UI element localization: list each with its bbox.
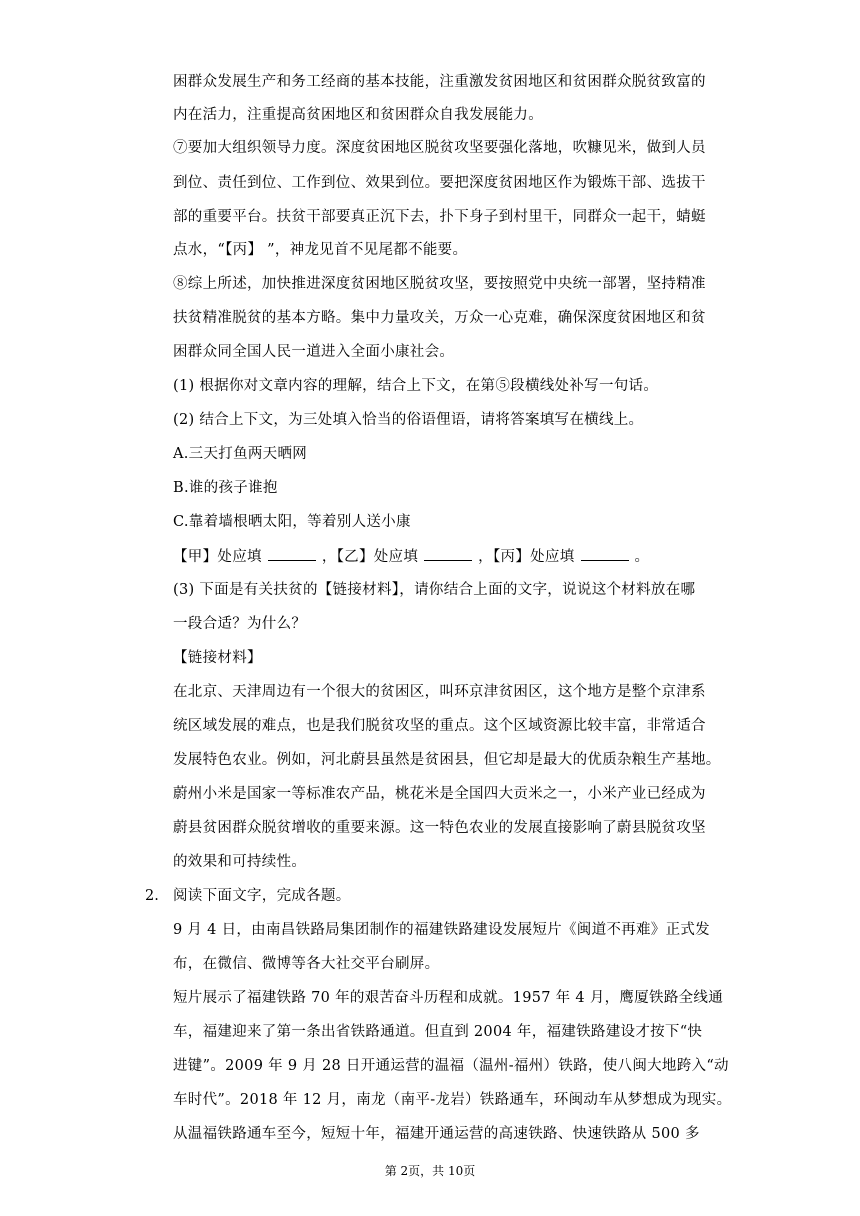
article-line: 车时代”。2018 年 12 月，南龙（南平-龙岩）铁路通车，环闽动车从梦想成为现实。 [173,1092,732,1108]
passage-line: ⑦要加大组织领导力度。深度贫困地区脱贫攻坚要强化落地，吹糠见米，做到人员 [173,140,706,156]
passage-line: 到位、责任到位、工作到位、效果到位。要把深度贫困地区作为锻炼干部、选拔干 [173,175,706,191]
fill-label-bing: ，【丙】处应填 [478,549,575,565]
question-2-prompt: 阅读下面文字，完成各题。 [173,888,351,904]
link-material-line: 统区域发展的难点，也是我们脱贫攻坚的重点。这个区域资源比较丰富，非常适合 [173,718,706,734]
fill-label-yi: ，【乙】处应填 [321,549,419,565]
passage-line: 扶贫精准脱贫的基本方略。集中力量攻关，万众一心克难，确保深度贫困地区和贫 [173,310,706,326]
question-3-line: 一段合适？为什么？ [173,616,307,632]
question-number: 2. [145,888,159,904]
article-line: 从温福铁路通车至今，短短十年，福建开通运营的高速铁路、快速铁路从 500 多 [173,1126,700,1142]
option-c: C.靠着墙根晒太阳，等着别人送小康 [173,514,411,530]
article-line: 车，福建迎来了第一条出省铁路通道。但直到 2004 年，福建铁路建设才按下“快 [173,1024,703,1040]
passage-line: 困群众发展生产和务工经商的基本技能，注重激发贫困地区和贫困群众脱贫致富的 [173,74,706,90]
article-line: 9 月 4 日，由南昌铁路局集团制作的福建铁路建设发展短片《闽道不再难》正式发 [173,922,710,938]
link-material-line: 发展特色农业。例如，河北蔚县虽然是贫困县，但它却是最大的优质杂粮生产基地。 [173,752,721,768]
article-line: 布，在微信、微博等各大社交平台刷屏。 [173,956,440,972]
passage-line: 困群众同全国人民一道进入全面小康社会。 [173,344,455,360]
option-b: B.谁的孩子谁抱 [173,480,278,496]
fill-in-row [173,546,733,567]
question-2: (2) 结合上下文，为三处填入恰当的俗语俚语，请将答案填写在横线上。 [173,412,644,428]
link-material-line: 蔚县贫困群众脱贫增收的重要来源。这一特色农业的发展直接影响了蔚县脱贫攻坚 [173,820,706,836]
link-material-line: 的效果和可持续性。 [173,854,307,870]
article-line: 进键”。2009 年 9 月 28 日开通运营的温福（温州-福州）铁路，使八闽大地跨入“动 [173,1058,729,1074]
fill-label-jia: 【甲】处应填 [173,549,262,565]
passage-line: 点水，“【丙】 ”，神龙见首不见尾都不能要。 [173,242,468,258]
link-material-title: 【链接材料】 [173,650,262,666]
answer-blank-yi[interactable] [424,546,472,561]
passage-line: 内在活力，注重提高贫困地区和贫困群众自我发展能力。 [173,107,543,123]
question-1: (1) 根据你对文章内容的理解，结合上下文，在第⑤段横线处补写一句话。 [173,378,659,394]
answer-blank-bing[interactable] [581,546,629,561]
link-material-line: 蔚州小米是国家一等标准农产品，桃花米是全国四大贡米之一，小米产业已经成为 [173,786,706,802]
link-material-line: 在北京、天津周边有一个很大的贫困区，叫环京津贫困区，这个地方是整个京津系 [173,684,706,700]
answer-blank-jia[interactable] [268,546,316,561]
option-a: A.三天打鱼两天晒网 [173,446,308,462]
page-footer: 第 2页，共 10页 [384,1164,476,1178]
passage-line: 部的重要平台。扶贫干部要真正沉下去，扑下身子到村里干，同群众一起干，蜻蜓 [173,209,706,225]
article-line: 短片展示了福建铁路 70 年的艰苦奋斗历程和成就。1957 年 4 月，鹰厦铁路全线通 [173,990,724,1006]
question-3-line: (3) 下面是有关扶贫的【链接材料】，请你结合上面的文字，说说这个材料放在哪 [173,582,696,598]
passage-line: ⑧综上所述，加快推进深度贫困地区脱贫攻坚，要按照党中央统一部署，坚持精准 [173,276,706,292]
fill-end: 。 [634,549,650,565]
